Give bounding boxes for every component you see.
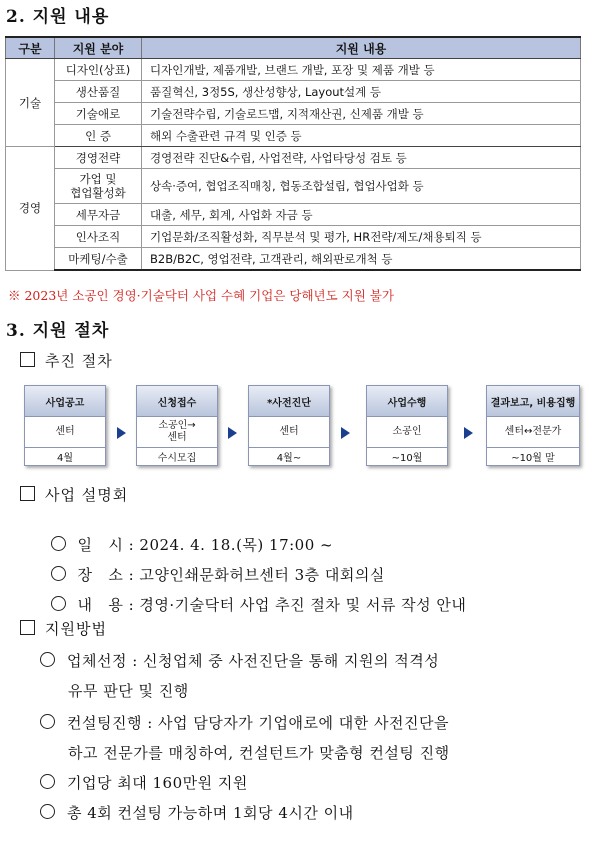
step-head: *사전진단 [249, 386, 329, 417]
step-when: 4월~ [249, 447, 329, 465]
method-item-text: 업체선정 : 신청업체 중 사전진단을 통해 지원의 적격성 [67, 652, 440, 670]
table-row [6, 204, 581, 226]
method-item [40, 802, 354, 823]
square-bullet-icon [20, 352, 35, 367]
right-arrow-icon [228, 427, 237, 439]
circle-bullet-icon [51, 596, 66, 611]
square-bullet-icon [20, 620, 35, 635]
method-heading [20, 618, 107, 639]
method-item [40, 712, 449, 733]
section-2-title: 2. 지원 내용 [6, 7, 110, 27]
content-cell: B2B/B2C, 영업전략, 고객관리, 해외판로개척 등 [142, 248, 581, 271]
method-item-text: 총 4회 컨설팅 가능하며 1회당 4시간 이내 [67, 804, 354, 822]
category-cell: 경영 [6, 147, 55, 271]
content-cell: 경영전략 진단&수립, 사업전략, 사업타당성 검토 등 [142, 147, 581, 169]
procedure-heading-text: 추진 절차 [45, 352, 113, 370]
table-header-row [6, 37, 581, 59]
table-row [6, 147, 581, 169]
briefing-item [40, 576, 466, 615]
header-category: 구분 [6, 37, 55, 59]
briefing-heading-text: 사업 설명회 [45, 486, 129, 504]
right-arrow-icon [117, 427, 126, 439]
step-who: 센터↔전문가 [504, 426, 562, 437]
field-cell: 가업 및 협업활성화 [55, 169, 142, 204]
field-cell: 디자인(상표) [55, 59, 142, 81]
field-cell: 인 증 [55, 125, 142, 147]
right-arrow-icon [341, 427, 350, 439]
step-box [24, 385, 106, 466]
step-when: 4월 [25, 447, 105, 465]
procedure-heading [20, 350, 113, 371]
step-box [136, 385, 218, 466]
method-item-continuation: 하고 전문가를 매칭하여, 컨설턴트가 맞춤형 컨설팅 진행 [68, 744, 450, 762]
step-when: ~10월 [367, 447, 447, 465]
square-bullet-icon [20, 486, 35, 501]
circle-bullet-icon [40, 714, 55, 729]
support-table [5, 36, 581, 271]
content-cell: 해외 수출관련 규격 및 인증 등 [142, 125, 581, 147]
step-who: 센터 [55, 426, 75, 437]
table-row [6, 125, 581, 147]
circle-bullet-icon [40, 652, 55, 667]
step-box [366, 385, 448, 466]
table-row [6, 81, 581, 103]
circle-bullet-icon [40, 774, 55, 789]
table-row [6, 226, 581, 248]
method-item-text: 기업당 최대 160만원 지원 [67, 774, 248, 792]
step-head: 사업수행 [367, 386, 447, 417]
table-row [6, 248, 581, 271]
method-item [40, 772, 248, 793]
briefing-item-text: 일 시 : 2024. 4. 18.(목) 17:00 ~ [77, 536, 334, 554]
briefing-item-text: 장 소 : 고양인쇄문화허브센터 3층 대회의실 [77, 566, 385, 584]
step-head: 사업공고 [25, 386, 105, 417]
content-cell: 대출, 세무, 회계, 사업화 자금 등 [142, 204, 581, 226]
step-when: 수시모집 [137, 447, 217, 465]
step-box [248, 385, 330, 466]
circle-bullet-icon [40, 804, 55, 819]
step-head: 신청접수 [137, 386, 217, 417]
category-cell: 기술 [6, 59, 55, 147]
field-cell: 생산품질 [55, 81, 142, 103]
header-content: 지원 내용 [142, 37, 581, 59]
step-head: 결과보고, 비용집행 [487, 386, 579, 417]
step-who: 소공인→ 센터 [158, 420, 196, 443]
table-row [6, 103, 581, 125]
field-cell: 인사조직 [55, 226, 142, 248]
content-cell: 기업문화/조직활성화, 직무분석 및 평가, HR전략/제도/채용퇴직 등 [142, 226, 581, 248]
briefing-heading [20, 484, 128, 505]
step-who: 소공인 [392, 426, 422, 437]
step-box [486, 385, 580, 466]
method-heading-text: 지원방법 [45, 620, 107, 638]
field-cell: 기술애로 [55, 103, 142, 125]
content-cell: 상속·증여, 협업조직매칭, 협동조합설립, 협업사업화 등 [142, 169, 581, 204]
eligibility-note: ※ 2023년 소공인 경영·기술닥터 사업 수혜 기업은 당해년도 지원 불가 [8, 288, 394, 303]
method-item-text: 컨설팅진행 : 사업 담당자가 기업애로에 대한 사전진단을 [67, 714, 449, 732]
field-cell: 세무자금 [55, 204, 142, 226]
content-cell: 기술전략수립, 기술로드맵, 지적재산권, 신제품 개발 등 [142, 103, 581, 125]
step-who: 센터 [279, 426, 299, 437]
field-cell: 마케팅/수출 [55, 248, 142, 271]
right-arrow-icon [464, 427, 473, 439]
field-cell: 경영전략 [55, 147, 142, 169]
method-item [40, 650, 439, 671]
content-cell: 디자인개발, 제품개발, 브랜드 개발, 포장 및 제품 개발 등 [142, 59, 581, 81]
section-3-title: 3. 지원 절차 [6, 321, 110, 341]
table-row [6, 59, 581, 81]
step-when: ~10월 말 [487, 447, 579, 465]
content-cell: 품질혁신, 3정5S, 생산성향상, Layout설계 등 [142, 81, 581, 103]
method-item-continuation: 유무 판단 및 진행 [68, 682, 189, 700]
briefing-item-text: 내 용 : 경영·기술닥터 사업 추진 절차 및 서류 작성 안내 [77, 596, 467, 614]
table-row [6, 169, 581, 204]
header-field: 지원 분야 [55, 37, 142, 59]
